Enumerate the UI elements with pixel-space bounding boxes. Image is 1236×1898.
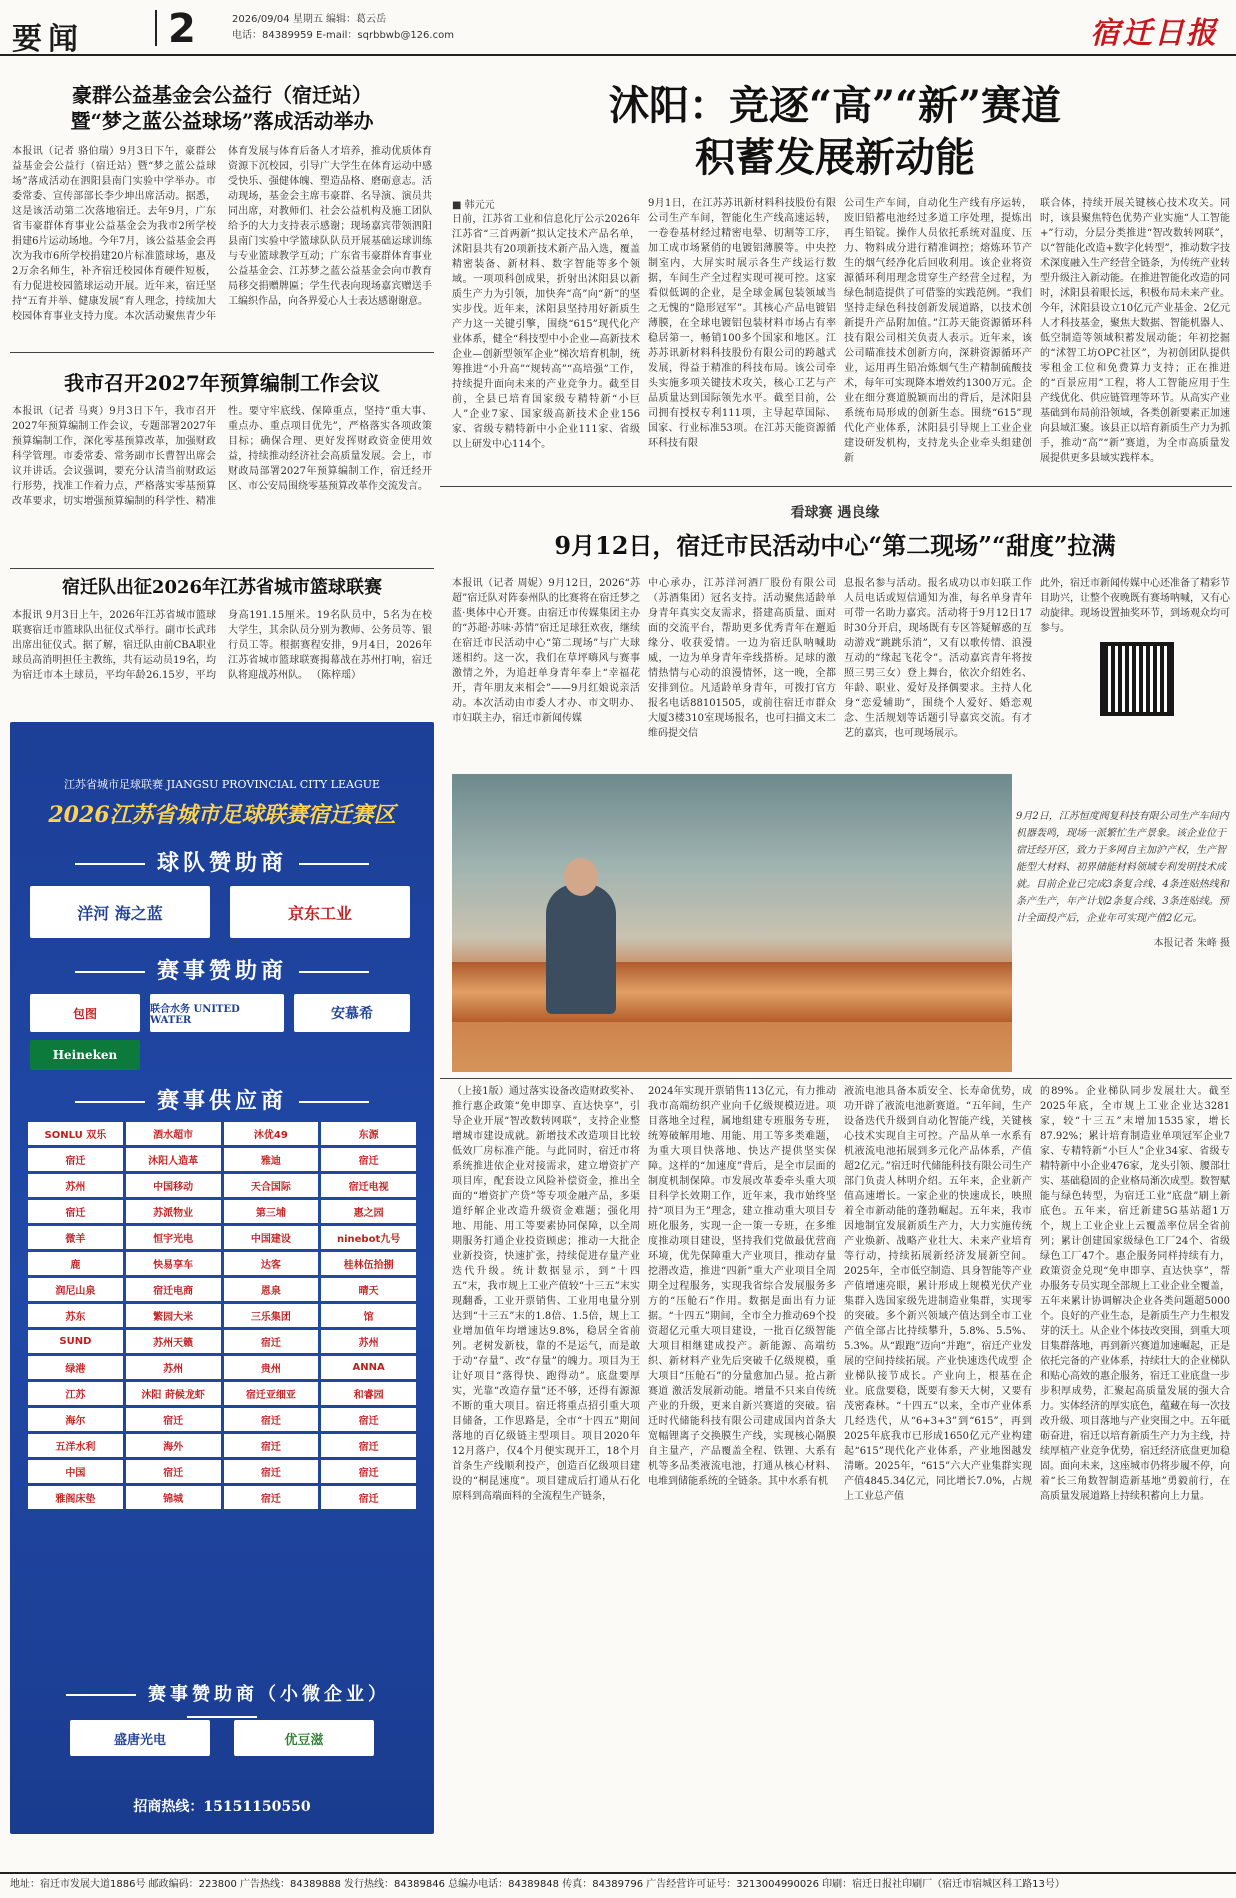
meta-contact: 电话：84389959 E-mail：sqrbbwb@126.com	[232, 30, 454, 41]
event-col3: 息报名参与活动。报名成功以市妇联工作人员电话或短信通知为准，每名单身青年可带一名助力嘉宾。活动将于9月12日17时30分开启，现场既有专区答疑解惑的互动游戏“跳跳乐消”，又有以歌传情、浪漫互动的“缘起飞花令”。活动嘉宾青年将按照三男三女）登上舞台，依次介绍姓名、年龄、职业、爱好及择偶要求。主持人化身“恋爱辅助”，围绕个人爱好、婚恋观念、生活规划等话题引导嘉宾交流。有才艺的嘉宾，也可现场展示。	[844, 578, 1032, 739]
ad-section-team: 球队赞助商	[10, 846, 434, 877]
story3-author: （陈梓瑶）	[311, 670, 362, 681]
supplier-grid	[28, 1122, 416, 1524]
supplier-logo[interactable]: 晴天	[321, 1278, 416, 1301]
supplier-logo[interactable]: 宿迁	[321, 1434, 416, 1457]
worker-figure	[546, 884, 616, 1014]
ad-title: 2026江苏省城市足球联赛宿迁赛区	[48, 802, 396, 828]
supplier-logo[interactable]: 宿迁	[126, 1408, 221, 1431]
story1-title-line1: 豪群公益基金会公益行（宿迁站）	[72, 83, 372, 107]
supplier-logo[interactable]: 东源	[321, 1122, 416, 1145]
story1-body: 本报讯（记者 骆伯瑞）9月3日下午，豪群公益基金会公益行（宿迁站）暨“梦之蓝公益球场”落成活动在泗阳县南门实验中学举办。市委常委、宣传部部长李少坤出席活动。据悉，这是该活动第二次落地宿迁。去年9月，广东省韦豪群体育事业公益基金会为我市2所学校捐建6片运动场地。今年7月，该公益基金会再次为我市6所学校捐建20片标准篮球场，惠及2万余名师生，补齐宿迁校园体育硬件短板，有力促进校园篮球运动开展。近年来，宿迁坚持“五育并举、健康发展”育人理念，持续加大校园体育事业支持力度。本次活动聚焦青少年体育发展与体育后备人才培养，推动优质体育资源下沉校园，引导广大学生在体育运动中感受快乐、强健体魄、塑造品格、磨砺意志。活动现场，基金会主席韦豪群、名导演、演员共同出席，对教师们、社会公益机构及施工团队给予的大力支持表示感谢；现场嘉宾带领泗阳县南门实验中学篮球队队员开展基础运球训练与专业篮球教学互动；广东省韦豪群体育事业公益基金会、江苏梦之蓝公益基金会向市教育局移交捐赠牌匾；学生代表向现场嘉宾赠送手工编织作品，向各界爱心人士表达感谢谢意。	[12, 146, 432, 322]
cont-col4: 的89%。企业梯队同步发展壮大。截至2025年底，全市规上工业企业达3281家，较“十三五”末增加1535家，增长87.92%；累计培育制造业单项冠军企业7家、专精特新“小巨人”企业34家、省级专精特新中小企业476家，龙头引领、腰部壮实、基础稳固的企业格局渐次成型。数智赋能与绿色转型，为宿迁工业“底盘”刷上新底色。五年来，宿迁新建5G基站超1万个，规上工业企业上云覆盖率位居全省前列；累计创建国家级绿色工厂24个、省级绿色工厂47个。惠企服务同样持续有力，政策资金兑现“免申即享、直达快享”，帮办服务专员实现全部规上工业企业全覆盖，五年来累计协调解决企业各类问题超5000个。良好的产业生态，是新质生产力生根发芽的沃土。从企业个体技改突围，到重大项目集群落地，再到新兴赛道加速崛起，正是依托完备的产业体系，持续壮大的企业梯队和贴心高效的惠企服务，宿迁工业底盘一步步积厚成势，汇聚起高质量发展的强大合力。实体经济的厚实底色，蕴藏在每一次技改升级、项目落地与产业突围之中。五年砥砺奋进，宿迁以培育新质生产力为主线，持续厚植产业竞争优势，宿迁经济底盘更加稳固。面向未来，这座城市仍将步履不停，向着“长三角数智制造新基地”勇毅前行，在高质量发展道路上持续积蓄向上力量。	[1040, 1086, 1230, 1502]
worker-head	[564, 858, 598, 896]
supplier-logo[interactable]: 微羊	[28, 1226, 123, 1249]
roller-graphic	[452, 962, 1012, 1022]
supplier-logo[interactable]: 宿迁	[126, 1460, 221, 1483]
supplier-logo[interactable]: 鹿	[28, 1252, 123, 1275]
supplier-logo[interactable]: 宿迁	[224, 1434, 319, 1457]
page-number: 2	[168, 6, 196, 52]
supplier-logo[interactable]: 锦城	[126, 1486, 221, 1509]
supplier-logo[interactable]: 五洋水利	[28, 1434, 123, 1457]
lead-col1: 日前，江苏省工业和信息化厅公示2026年江苏省“三首两新”拟认定技术产品名单，沭阳县共有20项新技术新产品入选，覆盖精密装备、新材料、数字智能等多个领域。一项项科创成果，折射出沭阳县以新质生产力为引领，加快奔“高”向“新”的坚实步伐。近年来，沭阳县坚持用好新质生产力这一关键引擎，围绕“615”现代化产业体系，健全“科技型中小企业—高新技术企业—创新型领军企业”梯次培育机制，统筹推进“小升高”“规转高”“高培强”工作，持续提升面向未来的产业竞争力。截至目前，全县已培育国家级专精特新“小巨人”企业7家、国家级高新技术企业156家、省级专精特新中小企业111家、省级以上研发中心114个。	[452, 214, 640, 450]
event-sponsor-1[interactable]: 包图	[30, 994, 140, 1032]
event-kicker: 看球赛 遇良缘	[790, 505, 880, 521]
supplier-logo[interactable]: 恒宇光电	[126, 1226, 221, 1249]
supplier-logo[interactable]: 宿迁	[321, 1460, 416, 1483]
page-footer: 地址：宿迁市发展大道1886号 邮政编码：223800 广告热线：84389888 发行热线：84389846 总编办电话：84389848 传真：84389796 广告经营许可证号：3213004990026 印刷：宿迁日报社印刷厂（宿迁市宿城区科工路13号）	[0, 1872, 1236, 1898]
ad-section-small: 赛事赞助商（小微企业）	[10, 1680, 434, 1727]
cont-col1: （上接1版）通过落实设备改造财政奖补、推行惠企政策“免申即享、直达快享”，引导企业开展“智改数转网联”，支持企业整增城市建设成就。新增技术改造项目比较低效厂房标准产能。与此同时，宿迁市将系统推进依企业对接需求，建立增资扩产项目库，配套设立风险补偿资金，推出全面的“增资扩产贷”等专项金融产品，多渠道纾解企业改造升级资金难题；强化用地、用能、用工等要素协同保障，以全周期服务打通企业投资顾虑；推动一大批企业新投资，快速扩张，持续促进存量产业迭代升级。统计数据显示，到“十四五”末，我市规上工业产值较“十三五”末实现翻番，工业开票销售、工业用电量分别达到“十三五”末的1.8倍、1.5倍，规上工业增加值年均增速达9.8%，稳居全省前列。老树发新枝，靠的不是运气，而是敢于动“存量”、改“存量”的魄力。项目为王 让好项目“落得快、跑得动”。底盘要厚实，光靠“改造存量”还不够，还得有源源不断的重大项目。宿迁将重点招引重大项目储备，工作思路是，全市“十四五”期间落地的百亿级链主型项目。项目2020年12月落户，仅4个月便实现开工，18个月首条生产线顺利投产，创造百亿级项目建设的“桐昆速度”。项目建成后打通从石化原料到高端面料的全流程生产链条，	[452, 1086, 640, 1502]
supplier-logo[interactable]: 桂林伍拾捌	[321, 1252, 416, 1275]
lead-title	[440, 80, 1230, 184]
supplier-logo[interactable]: 苏州天籁	[126, 1330, 221, 1353]
ad-section-event: 赛事赞助商	[10, 954, 434, 985]
story1-title	[12, 82, 432, 134]
photo-caption-text: 9月2日，江苏恒度阀复科技有限公司生产车间内机器轰鸣，现场一派繁忙生产景象。该企业位于宿迁经开区，致力于多网自主加沪产权，生产智能型大材料、初界储能材料领域专利发明技术成就。目前企业已完成3条复合线、4条连贴热线和条产生产，年产计划2条复合线、3条连贴线。预计全面投产后，企业年可实现产值2亿元。	[1016, 811, 1229, 924]
supplier-logo[interactable]: 苏州	[126, 1356, 221, 1379]
supplier-logo[interactable]: 宿迁	[224, 1460, 319, 1483]
story-divider	[440, 486, 1232, 487]
story-divider	[440, 1078, 1232, 1079]
section-divider	[155, 10, 157, 46]
small-sponsor-1[interactable]: 盛唐光电	[70, 1720, 210, 1756]
supplier-logo[interactable]: 宿迁	[321, 1486, 416, 1509]
story3-title: 宿迁队出征2026年江苏省城市篮球联赛	[61, 577, 383, 598]
supplier-logo[interactable]: 中国建设	[224, 1226, 319, 1249]
supplier-logo[interactable]: 雅阁床垫	[28, 1486, 123, 1509]
story3-text: 本报讯 9月3日上午，2026年江苏省城市篮球联赛宿迁市篮球队出征仪式举行。副市长武玮出席出征仪式。据了解，宿迁队由前CBA职业球员高消明担任主教练，共有运动员19名，均为宿迁市本土球员，平均年龄26.15岁，平均身高191.15厘米。19名队员中，5名为在校大学生，其余队员分别为教师、公务员等、银行员工等。根据赛程安排，9月4日，2026年江苏省城市篮球联赛揭幕战在苏州打响，宿迁队将迎战苏州队。	[12, 610, 432, 681]
supplier-logo[interactable]: 海外	[126, 1434, 221, 1457]
cont-col3: 液流电池具备本质安全、长寿命优势，成功开辟了液流电池新赛道。“五年间，生产设备迭代升级到自动化智能产线，关键核心技术实现自主可控。产品从单一水系有机液流电池拓展到多元化产品体系，产值超2亿元。”宿迁时代储能科技有限公司生产部门负责人林明介绍。五年来，企业新产值高速增长。一家企业的快速成长，映照着全市新动能的蓬勃崛起。五年来，我市因地制宜发展新质生产力，大力实施传统产业焕新、战略产业壮大、未来产业培育等行动，持续拓展新经济发展新空间。2025年，全市低空制造、具身智能等产业产值增速亮眼，累计形成上规模光伏产业集群入选国家级先进制造业集群，实现零的突破。多个新兴领域产值达到全市工业产值全部占比持续攀升，5.8%、5.5%、5.3%。从“跟跑”迈向“并跑”，宿迁产业发展的空间持续拓展。产业快速迭代成型 企业梯队接节成长。产业向上，根基在企业。底盘要稳，既要有参天大树，又要有茂密森林。“十四五”以来，全市产业体系几经迭代，从“6+3+3”到“615”，再到2025年底我市已形成1650亿元产业构建起“615”现代化产业体系，产业地图越发清晰。2025年，“615”六大产业集群实现产值4845.34亿元，同比增长7.0%，占规上工业总产值	[844, 1086, 1032, 1502]
supplier-logo[interactable]: 苏州	[321, 1330, 416, 1353]
event-sponsor-4[interactable]: Heineken	[30, 1040, 140, 1070]
supplier-logo[interactable]: 第三埔	[224, 1200, 319, 1223]
supplier-logo[interactable]: 雅迪	[224, 1148, 319, 1171]
event-sponsor-2[interactable]: 联合水务 UNITED WATER	[150, 994, 284, 1032]
photo-credit: 本报记者 朱峰 摄	[1153, 938, 1230, 949]
supplier-logo[interactable]: 中国移动	[126, 1174, 221, 1197]
supplier-logo[interactable]: 宿迁亚细亚	[224, 1382, 319, 1405]
supplier-logo[interactable]: 快易享车	[126, 1252, 221, 1275]
supplier-logo[interactable]: 贵州	[224, 1356, 319, 1379]
page-masthead	[0, 0, 1236, 56]
newspaper-logo: 宿迁日报	[1090, 16, 1218, 51]
supplier-logo[interactable]: 馆	[321, 1304, 416, 1327]
supplier-logo[interactable]: 繁园大米	[126, 1304, 221, 1327]
supplier-logo[interactable]: 绿港	[28, 1356, 123, 1379]
supplier-logo[interactable]: 惠之园	[321, 1200, 416, 1223]
supplier-logo[interactable]: 苏东	[28, 1304, 123, 1327]
story3-body	[12, 608, 432, 706]
team-sponsor-2[interactable]: 京东工业	[230, 886, 410, 938]
lead-title-line1: 沭阳：竞逐“高”“新”赛道	[608, 82, 1062, 129]
supplier-logo[interactable]: 宿迁电视	[321, 1174, 416, 1197]
qr-code[interactable]	[1100, 642, 1174, 716]
supplier-logo[interactable]: 三乐集团	[224, 1304, 319, 1327]
lead-col3: 公司生产车间，自动化生产线有序运转，废旧铅蓄电池经过多道工序处理，提炼出再生铅锭。操作人员依托系统对温度、压力、物料成分进行精准调控；熔炼环节产生的烟气经净化后回收利用。该企业将资源循环利用理念贯穿生产经营全过程，为绿色制造提供了可借鉴的实践范例。“我们坚持走绿色科技创新发展道路，以技术创新提升产品附加值。”江苏天能资源循环科技有限公司相关负责人表示。近年来，该公司瞄准技术创新方向，深耕资源循环产业，运用再生铅冶炼烟气生产精制硫酸技术，每年可实现降本增效约1300万元。企业在细分赛道脱颖而出的背后，是沭阳县系统布局形成的创新生态。围绕“615”现代化产业体系，沭阳县引导规上工业企业建设研发机构，支持龙头企业牵头组建创新	[844, 198, 1032, 464]
lead-col4: 联合体，持续开展关键核心技术攻关。同时，该县聚焦特色优势产业实施“人工智能+”行动，分层分类推进“智改数转网联”，以“智能化改造+数字化转型”，推动数字技术深度融入生产经营全链条，为传统产业转型升级注入新动能。在推进智能化改造的同时，沭阳县着眼长远，积极布局未来产业。今年，沭阳县设立10亿元产业基金、2亿元人才科技基金，聚焦大数据、智能机器人、低空制造等领域积蓄发展动能；年初挖掘的“沭智工坊OPC社区”，为初创团队提供零租金工位和免费算力支持；正在推进的“百景应用”工程，将人工智能应用于生产线优化、供应链管理等环节。从高实产业基础到布局前沿领域，各类创新要素正加速向县域汇聚。该县正以培育新质生产力为抓手，推动“高”“新”赛道，为全市高质量发展提供更多县域实践样本。	[1040, 198, 1230, 464]
small-sponsor-2[interactable]: 优豆滋	[234, 1720, 374, 1756]
ad-league-name: 江苏省城市足球联赛 JIANGSU PROVINCIAL CITY LEAGUE	[63, 778, 381, 791]
factory-photo	[452, 774, 1012, 1072]
story-divider	[10, 568, 434, 569]
cont-col2: 2024年实现开票销售113亿元，有力推动我市高端纺织产业向千亿级规模迈进。项目落地全过程，属地组建专班服务专班，统筹破解用地、用能、用工等多类难题，为重大项目快落地、快达产提供坚实保障。这样的“加速度”背后，是全市层面的制度机制保障。市发展改革委牵头重大项目科学长效期工作，近年来，我市始终坚持“项目为王”理念，建立推动重大项目专班化服务，实现一企一策一专班，在多维度推动项目建设，坚持我们党做最优营商环境，优先保障重大产业项目，推动存量挖潜改造，推进“四新”重大产业项目全周期全过程服务，实现我省综合发展服务多方的“压舱石”作用。数据是面出有力证据。“十四五”期间，全市全力推动69个投资超亿元重大项目建设，一批百亿级智能大项目相继建成投产。新能源、高端纺织、新材料产业先后突破千亿级规模，重大项目“压舱石”的分量愈加凸显。抢占新赛道 激活发展新动能。增量不只来自传统产业的升级，更来自新兴赛道的突破。宿迁时代储能科技有限公司建成国内首条大宽幅锂离子交换膜生产线，实现核心隔膜自主量产，产品覆盖全程、铁锂、大系有机等多品类液流电池，打通从核心材料、电堆到储能系统的全链条。其中水系有机	[648, 1086, 836, 1487]
supplier-logo[interactable]: 天合国际	[224, 1174, 319, 1197]
supplier-logo[interactable]: 中国	[28, 1460, 123, 1483]
supplier-logo[interactable]: SUND	[28, 1330, 123, 1353]
meta-date-editor: 2026/09/04 星期五 编辑：葛云岳	[232, 14, 386, 25]
supplier-logo[interactable]: 海尔	[28, 1408, 123, 1431]
supplier-logo[interactable]: 宿迁电商	[126, 1278, 221, 1301]
supplier-logo[interactable]: 宿迁	[321, 1148, 416, 1171]
supplier-logo[interactable]: ANNA	[321, 1356, 416, 1379]
story2-body: 本报讯（记者 马爽）9月3日下午，我市召开2027年预算编制工作会议，专题部署2027年预算编制工作，深化零基预算改革，加强财政科学管理。市委常委、常务副市长曹智出席会议并讲话。会议强调，要充分认清当前财政运行形势，找准工作着力点，严格落实零基预算改革要求，切实增强预算编制的科学性、精准性。要守牢底线、保障重点，坚持“重大事、重点办、重点项目优先”，严格落实各项政策目标；确保合理、更好发挥财政资金使用效益，持续推动经济社会高质量发展。会上，市财政局部署2027年预算编制工作，宿迁经开区、市公安局围绕零基预算改革作交流发言。	[12, 406, 432, 507]
supplier-logo[interactable]: ninebot九号	[321, 1226, 416, 1249]
photo-caption	[1016, 808, 1230, 952]
supplier-logo[interactable]: 宿迁	[28, 1148, 123, 1171]
event-title: 9月12日，宿迁市民活动中心“第二现场”“甜度”拉满	[554, 531, 1116, 560]
sponsor-ad[interactable]	[10, 722, 434, 1834]
supplier-logo[interactable]: 苏派物业	[126, 1200, 221, 1223]
supplier-logo[interactable]: 宿迁	[224, 1408, 319, 1431]
section-name: 要闻	[12, 22, 84, 57]
event-sponsor-3[interactable]: 安慕希	[294, 994, 410, 1032]
lead-col2: 9月1日，在江苏苏讯新材料科技股份有限公司生产车间，智能化生产线高速运转，一卷卷基材经过精密电晕、切割等工序，加工成市场紧俏的电镀铝薄膜等。中央控制室内，大屏实时展示各生产线运行数据，车间生产全过程实现可视可控。这家看似低调的企业，是全球金属包装领域当之无愧的“隐形冠军”。其核心产品电镀铝薄膜，在全球电镀铝包装材料市场占有率稳居第一，畅销100多个国家和地区。江苏苏讯新材料科技股份有限公司的跨越式发展，得益于精准的科技布局。该公司牵头实施多项关键技术攻关，核心工艺与产品质量达到国际领先水平。截至目前，公司拥有授权专利111项，主导起草国际、国家、行业标准53项。在江苏天能资源循环科技有限	[648, 198, 836, 449]
team-sponsor-1[interactable]: 洋河 海之蓝	[30, 886, 210, 938]
supplier-logo[interactable]: 达客	[224, 1252, 319, 1275]
lead-byline: ■ 韩元元	[452, 200, 495, 211]
supplier-logo[interactable]: 苏州	[28, 1174, 123, 1197]
story2-title: 我市召开2027年预算编制工作会议	[64, 371, 380, 395]
lead-title-line2: 积蓄发展新动能	[695, 134, 975, 181]
supplier-logo[interactable]: 酒水超市	[126, 1122, 221, 1145]
story1-title-line2: 暨“梦之蓝公益球场”落成活动举办	[70, 109, 374, 133]
supplier-logo[interactable]: 宿迁	[224, 1486, 319, 1509]
page-meta	[232, 12, 454, 44]
supplier-logo[interactable]: 沐优49	[224, 1122, 319, 1145]
event-col4: 此外，宿迁市新闻传媒中心还准备了精彩节目助兴，让整个夜晚既有赛场呐喊，又有心动旋律。现场设置抽奖环节，到场观众均可参与。	[1040, 578, 1230, 634]
story-divider	[10, 352, 434, 353]
event-col1: 本报讯（记者 周妮）9月12日，2026“苏超”宿迁队对阵泰州队的比赛将在宿迁梦之蓝·奥体中心开赛。由宿迁市传媒集团主办的“苏超·苏味·苏情”宿迁足球狂欢夜，继续在宿迁市民活动中心“第二现场”与广大球迷相约。这一次，我们在草坪嗨风与赛事激情之外，为追赶单身青年奉上“幸福花开，青年朋友来相会”——9月红娘说亲活动。本次活动由市委人才办、市文明办、市妇联主办，宿迁市新闻传媒	[452, 578, 640, 724]
supplier-logo[interactable]: 江苏	[28, 1382, 123, 1405]
supplier-logo[interactable]: SONLU 双乐	[28, 1122, 123, 1145]
ad-section-supply: 赛事供应商	[10, 1084, 434, 1115]
supplier-logo[interactable]: 恩泉	[224, 1278, 319, 1301]
supplier-logo[interactable]: 润尼山泉	[28, 1278, 123, 1301]
supplier-logo[interactable]: 沐阳人造革	[126, 1148, 221, 1171]
supplier-logo[interactable]: 宿迁	[28, 1200, 123, 1223]
supplier-logo[interactable]: 宿迁	[321, 1408, 416, 1431]
supplier-logo[interactable]: 宿迁	[224, 1330, 319, 1353]
event-col2: 中心承办，江苏洋河酒厂股份有限公司（苏酒集团）冠名支持。活动聚焦适龄单身青年真实交友需求，搭建高质量、面对面的交流平台，帮助更多优秀青年在邂逅缘分、收获爱情。一边为宿迁队呐喊助威，一边为单身青年牵线搭桥。足球的激情热情与心动的浪漫情怀，这一晚，全都安排到位。凡适龄单身青年，可拨打官方报名电话88101505，或前往宿迁市群众大厦3楼310室现场报名，也可扫描文末二维码提交信	[648, 578, 836, 739]
supplier-logo[interactable]: 和睿园	[321, 1382, 416, 1405]
ad-hotline: 招商热线：15151150550	[133, 1799, 311, 1815]
supplier-logo[interactable]: 沐阳 莳候龙虾	[126, 1382, 221, 1405]
